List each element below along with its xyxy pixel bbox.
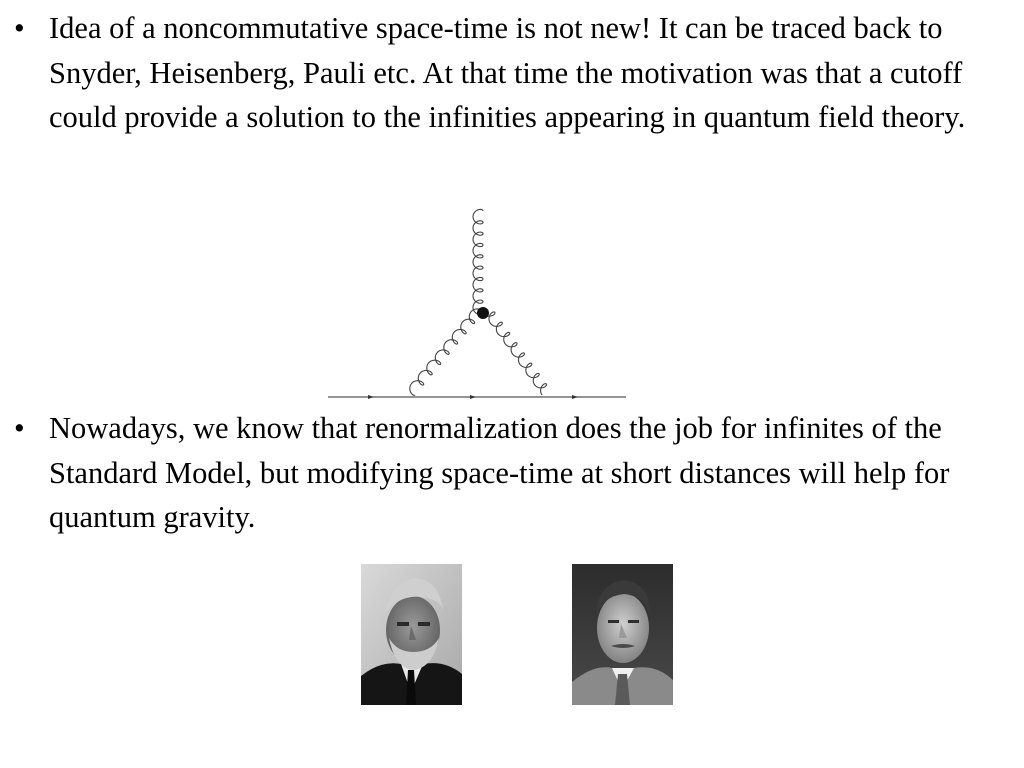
gluon-line-right xyxy=(483,312,547,395)
bullet-item-noncommutative-history xyxy=(14,6,1004,186)
bullet-text: Nowadays, we know that renormalization does the job for infinites of the Standard Model, but modifying space-time at short distances will help for quantum gravity. xyxy=(49,411,950,534)
gluon-line-left xyxy=(410,309,483,395)
fermion-line xyxy=(328,395,626,399)
vertex-dot xyxy=(477,307,489,319)
bullet-item-renormalization xyxy=(14,406,1004,546)
portrait-photo-right xyxy=(572,564,673,705)
gluon-line-top xyxy=(473,209,483,314)
bullet-marker: • xyxy=(14,11,25,45)
bullet-text: Idea of a noncommutative space-time is not new! It can be traced back to Snyder, Heisenberg, Pauli etc. At that time the motivation was that a cutoff could provide a solution to the infinities appearing in quantum field theory. xyxy=(49,11,966,134)
portrait-photo-left xyxy=(361,564,462,705)
bullet-marker: • xyxy=(14,411,25,445)
feynman-diagram xyxy=(320,205,640,405)
